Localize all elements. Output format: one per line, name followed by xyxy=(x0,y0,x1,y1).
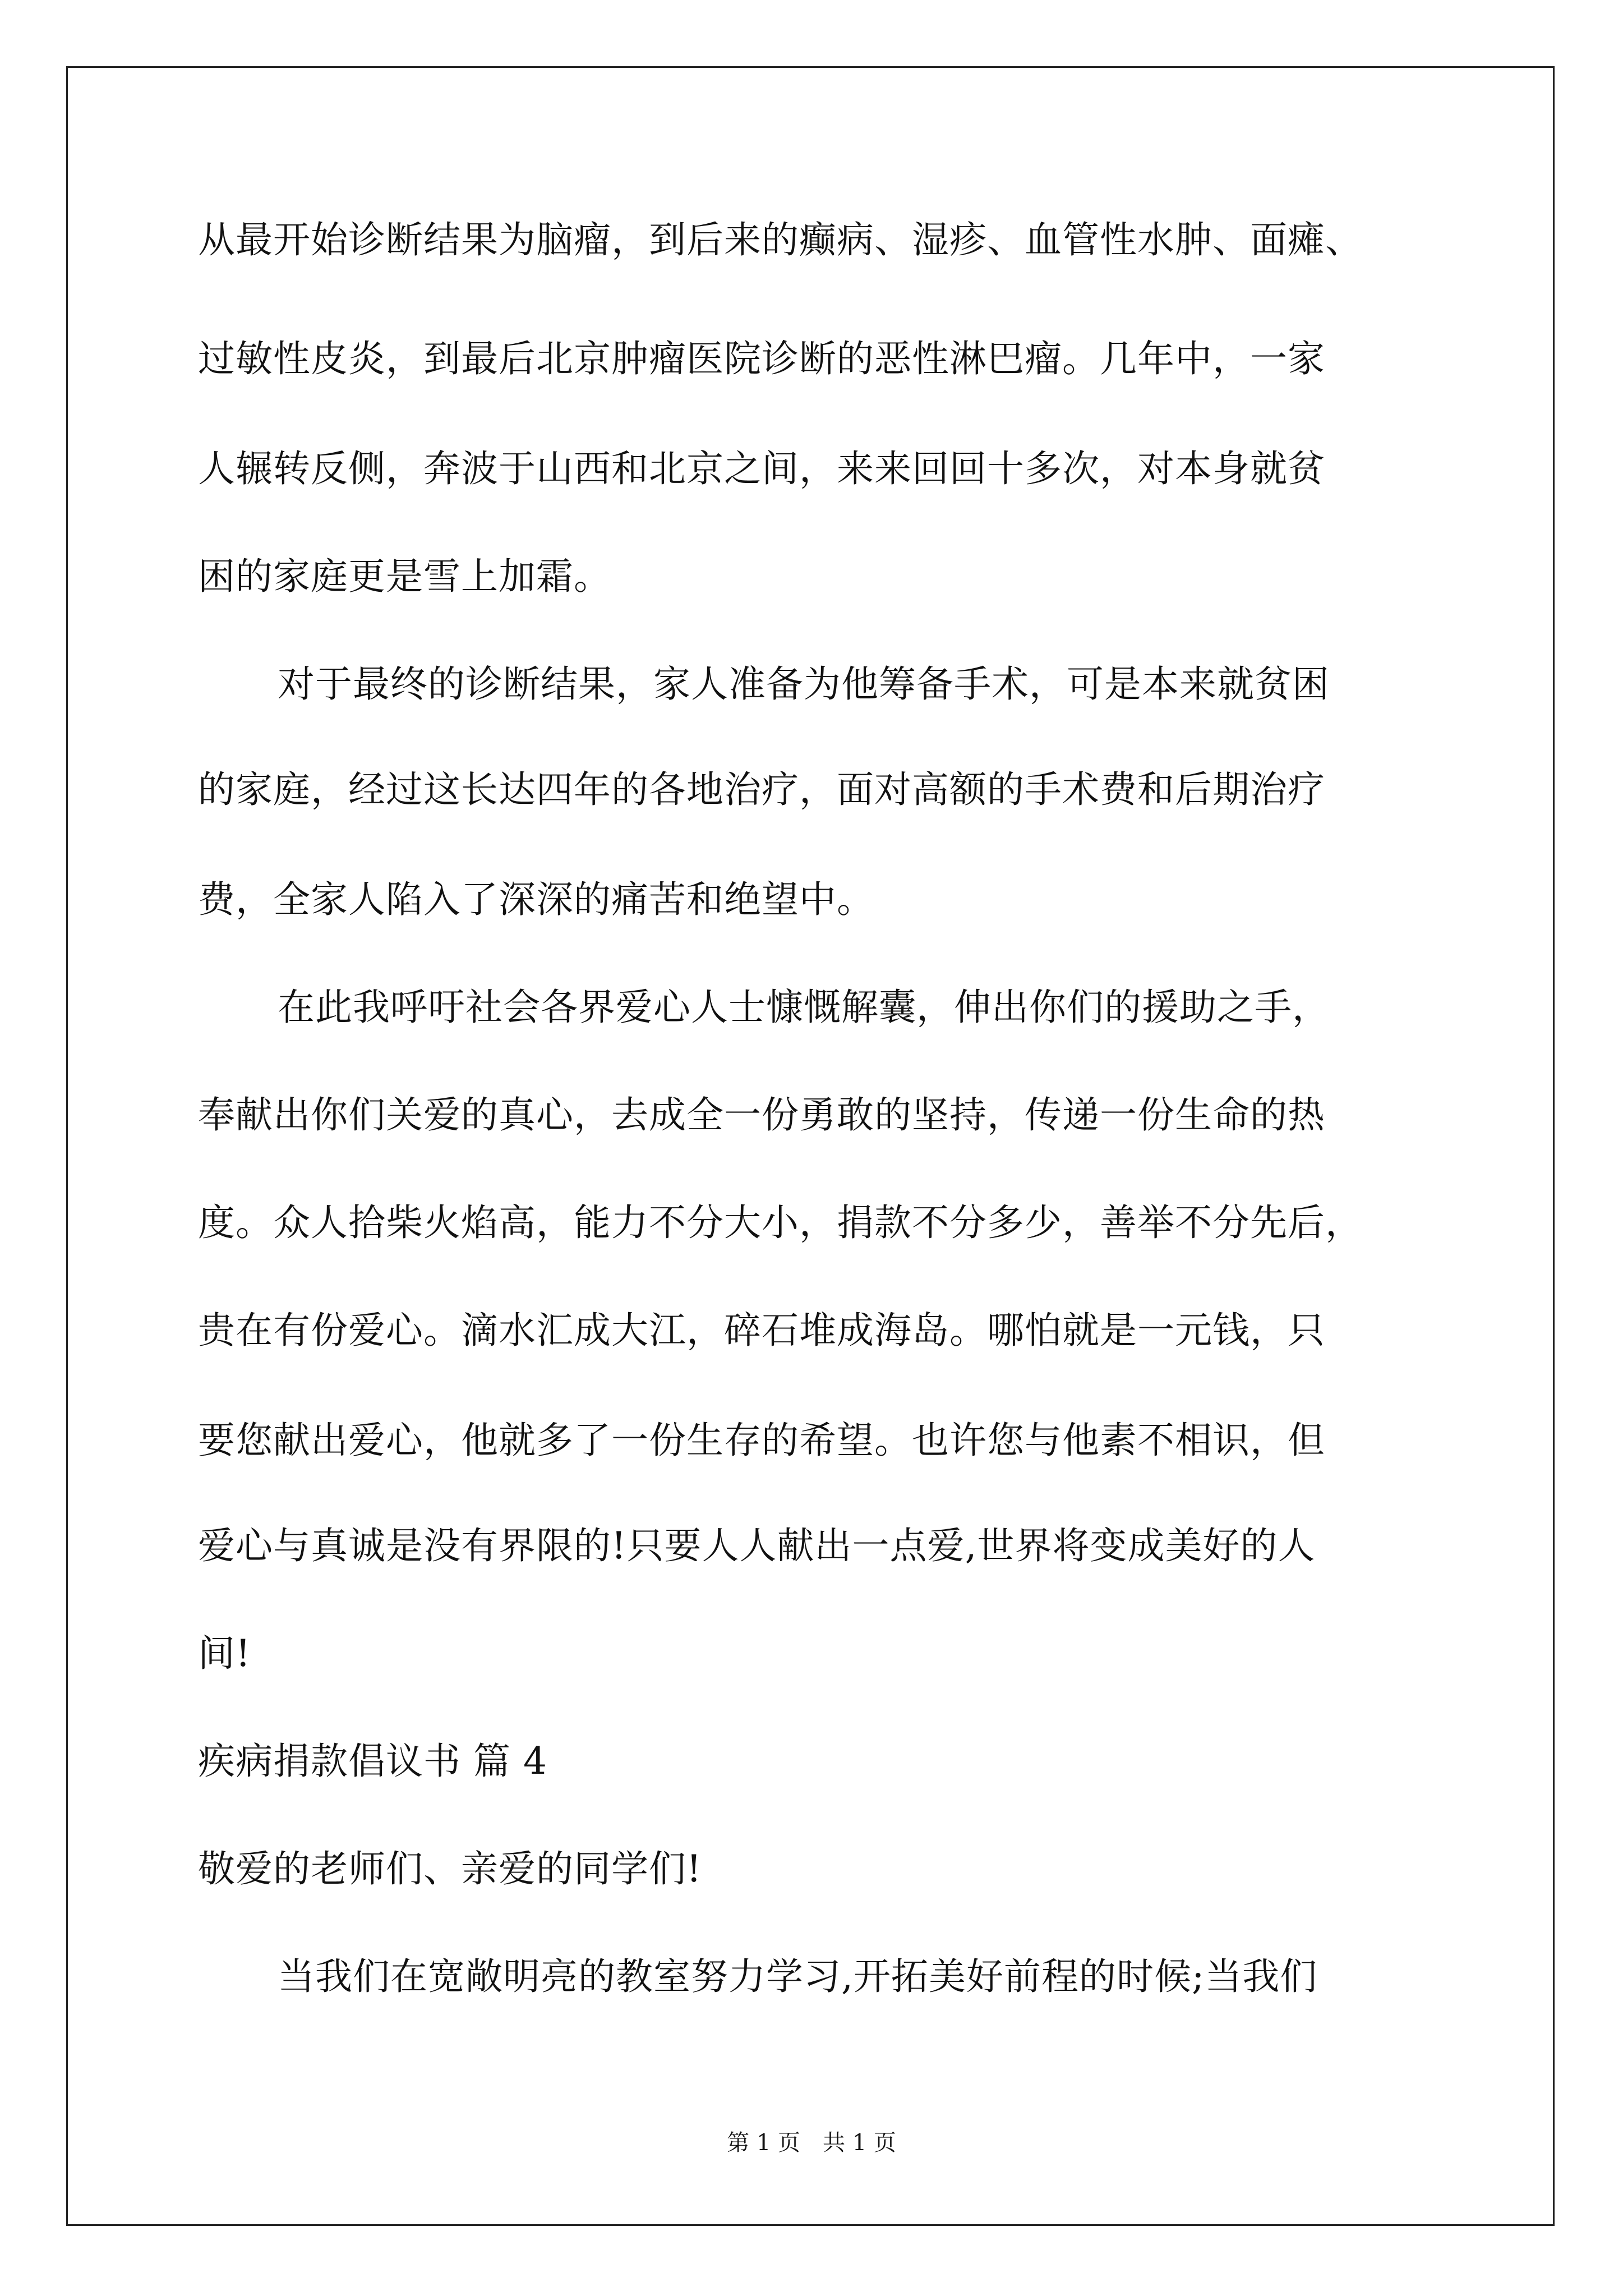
paragraph-line: 贵在有份爱心。滴水汇成大江，碎石堆成海岛。哪怕就是一元钱，只 xyxy=(198,1309,1325,1352)
paragraph-line: 困的家庭更是雪上加霜。 xyxy=(198,555,611,598)
paragraph-line: 间! xyxy=(198,1632,251,1675)
paragraph-line: 度。众人拾柴火焰高，能力不分大小，捐款不分多少，善举不分先后， xyxy=(198,1201,1363,1244)
section-heading: 疾病捐款倡议书 篇 4 xyxy=(198,1740,547,1783)
paragraph-line: 爱心与真诚是没有界限的!只要人人献出一点爱,世界将变成美好的人 xyxy=(198,1524,1316,1567)
paragraph-line: 当我们在宽敞明亮的教室努力学习,开拓美好前程的时候;当我们 xyxy=(278,1955,1318,1998)
page-border xyxy=(66,66,1555,2226)
paragraph-line: 从最开始诊断结果为脑瘤，到后来的癫病、湿疹、血管性水肿、面瘫、 xyxy=(198,218,1363,261)
page-footer: 第 1 页 共 1 页 xyxy=(727,2130,896,2156)
paragraph-line: 对于最终的诊断结果，家人准备为他筹备手术，可是本来就贫困 xyxy=(278,662,1330,706)
paragraph-line: 要您献出爱心，他就多了一份生存的希望。也许您与他素不相识，但 xyxy=(198,1419,1325,1462)
paragraph-line: 的家庭，经过这长达四年的各地治疗，面对高额的手术费和后期治疗 xyxy=(198,768,1325,811)
paragraph-line: 过敏性皮炎，到最后北京肿瘤医院诊断的恶性淋巴瘤。几年中，一家 xyxy=(198,337,1325,380)
paragraph-line: 在此我呼吁社会各界爱心人士慷慨解囊，伸出你们的援助之手， xyxy=(278,986,1330,1029)
paragraph-line: 费，全家人陷入了深深的痛苦和绝望中。 xyxy=(198,878,874,921)
paragraph-line: 奉献出你们关爱的真心，去成全一份勇敢的坚持，传递一份生命的热 xyxy=(198,1093,1325,1137)
paragraph-line: 人辗转反侧，奔波于山西和北京之间，来来回回十多次，对本身就贫 xyxy=(198,447,1325,490)
salutation: 敬爱的老师们、亲爱的同学们! xyxy=(198,1847,702,1890)
